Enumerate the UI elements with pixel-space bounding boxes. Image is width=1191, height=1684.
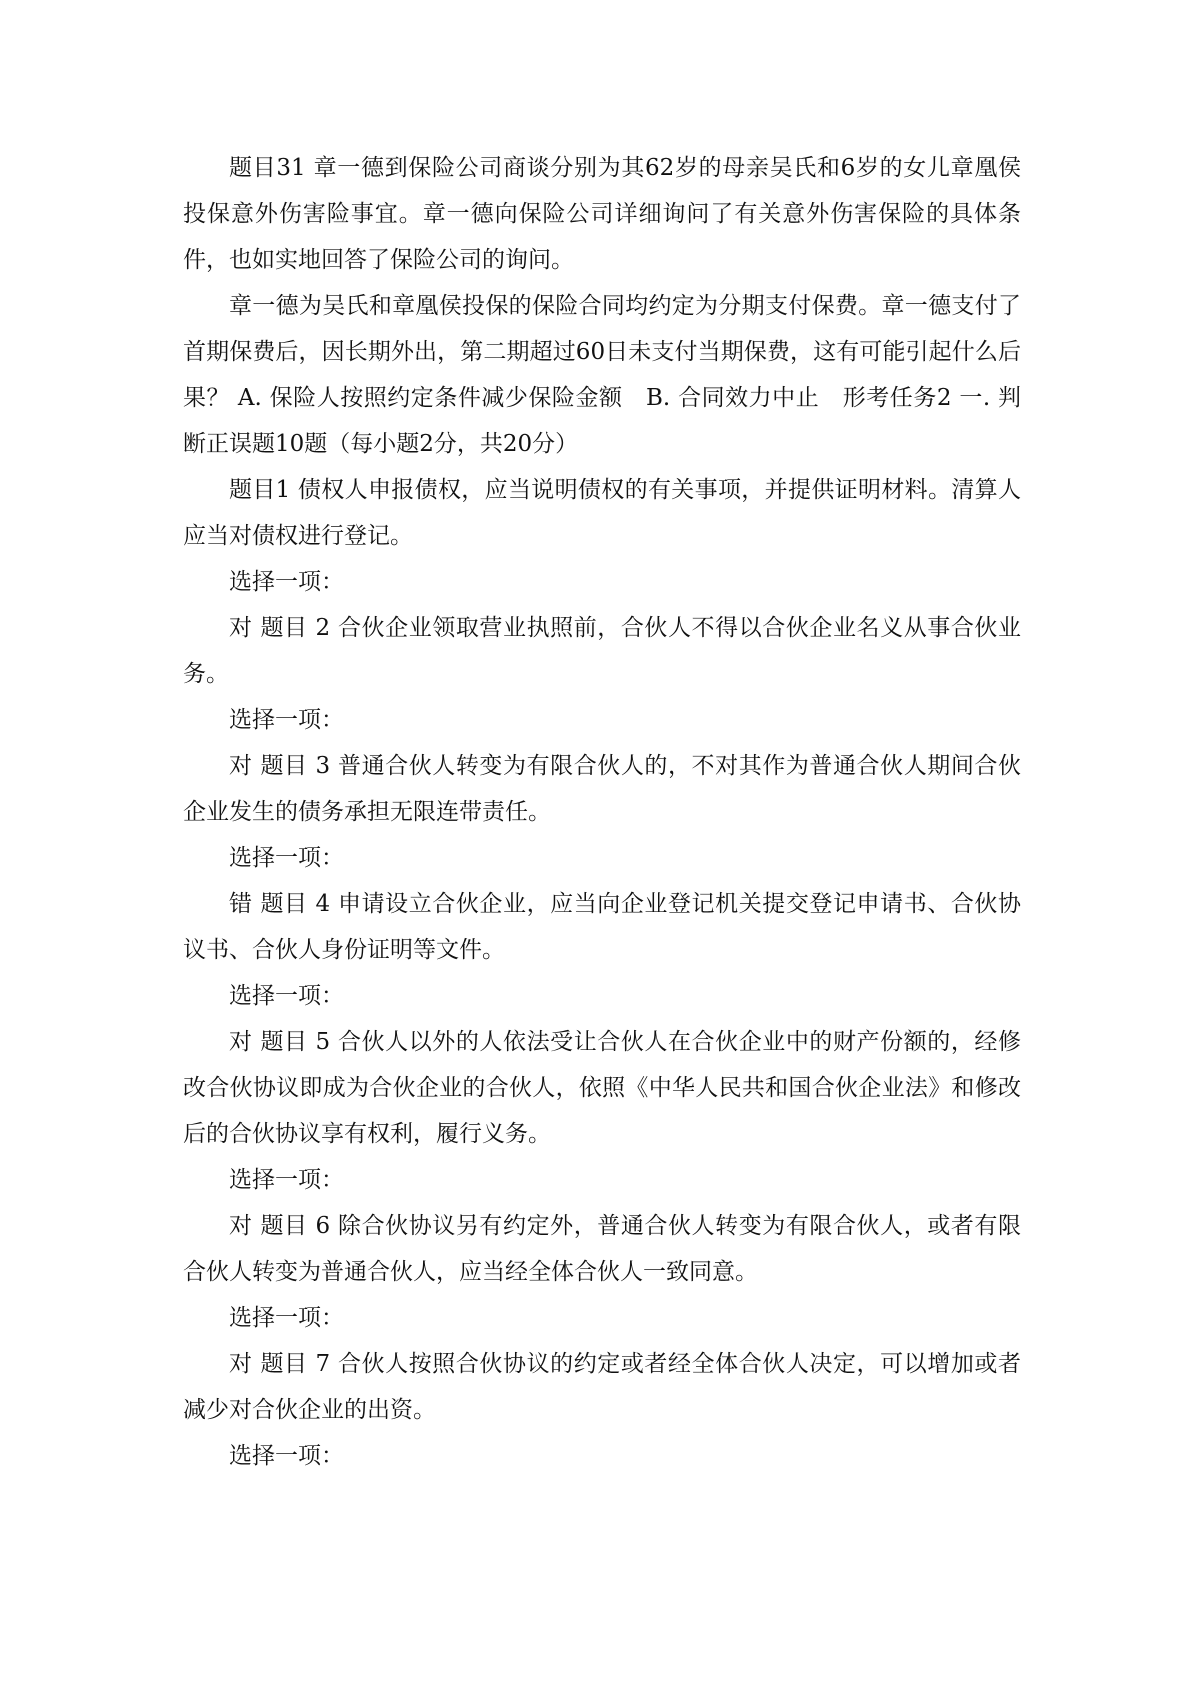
paragraph-question-6: 对 题目 6 除合伙协议另有约定外，普通合伙人转变为有限合伙人，或者有限合伙人转变为普通合伙人，应当经全体合伙人一致同意。 — [183, 1213, 1021, 1285]
choose-one-label: 选择一项： — [229, 707, 344, 733]
paragraph-question-31-intro: 题目31 章一德到保险公司商谈分别为其62岁的母亲吴氏和6岁的女儿章凰侯投保意外伤害险事宜。章一德向保险公司详细询问了有关意外伤害保险的具体条件，也如实地回答了保险公司的询问。 — [183, 155, 1021, 273]
paragraph-question-4: 错 题目 4 申请设立合伙企业，应当向企业登记机关提交登记申请书、合伙协议书、合伙人身份证明等文件。 — [183, 891, 1021, 963]
choose-one-label: 选择一项： — [229, 1305, 344, 1331]
paragraph-question-31-premium: 章一德为吴氏和章凰侯投保的保险合同均约定为分期支付保费。章一德支付了首期保费后，因长期外出，第二期超过60日未支付当期保费，这有可能引起什么后果？ A. 保险人按照约定条件减少保险金额 B. 合同效力中止 形考任务2 一. 判断正误题10题（每小题2分，共20分） — [183, 293, 1021, 457]
paragraph-question-7: 对 题目 7 合伙人按照合伙协议的约定或者经全体合伙人决定，可以增加或者减少对合伙企业的出资。 — [183, 1351, 1021, 1423]
choose-one-label: 选择一项： — [229, 1443, 344, 1469]
paragraph-question-5: 对 题目 5 合伙人以外的人依法受让合伙人在合伙企业中的财产份额的，经修改合伙协议即成为合伙企业的合伙人，依照《中华人民共和国合伙企业法》和修改后的合伙协议享有权利，履行义务。 — [183, 1029, 1021, 1147]
choose-one-label: 选择一项： — [229, 845, 344, 871]
paragraph-question-3: 对 题目 3 普通合伙人转变为有限合伙人的，不对其作为普通合伙人期间合伙企业发生的债务承担无限连带责任。 — [183, 753, 1021, 825]
choose-one-label: 选择一项： — [229, 1167, 344, 1193]
choose-one-label: 选择一项： — [229, 983, 344, 1009]
paragraph-question-1: 题目1 债权人申报债权，应当说明债权的有关事项，并提供证明材料。清算人应当对债权进行登记。 — [183, 477, 1021, 549]
paragraph-question-2: 对 题目 2 合伙企业领取营业执照前，合伙人不得以合伙企业名义从事合伙业务。 — [183, 615, 1021, 687]
choose-one-label: 选择一项： — [229, 569, 344, 595]
document-body — [183, 145, 1021, 1479]
